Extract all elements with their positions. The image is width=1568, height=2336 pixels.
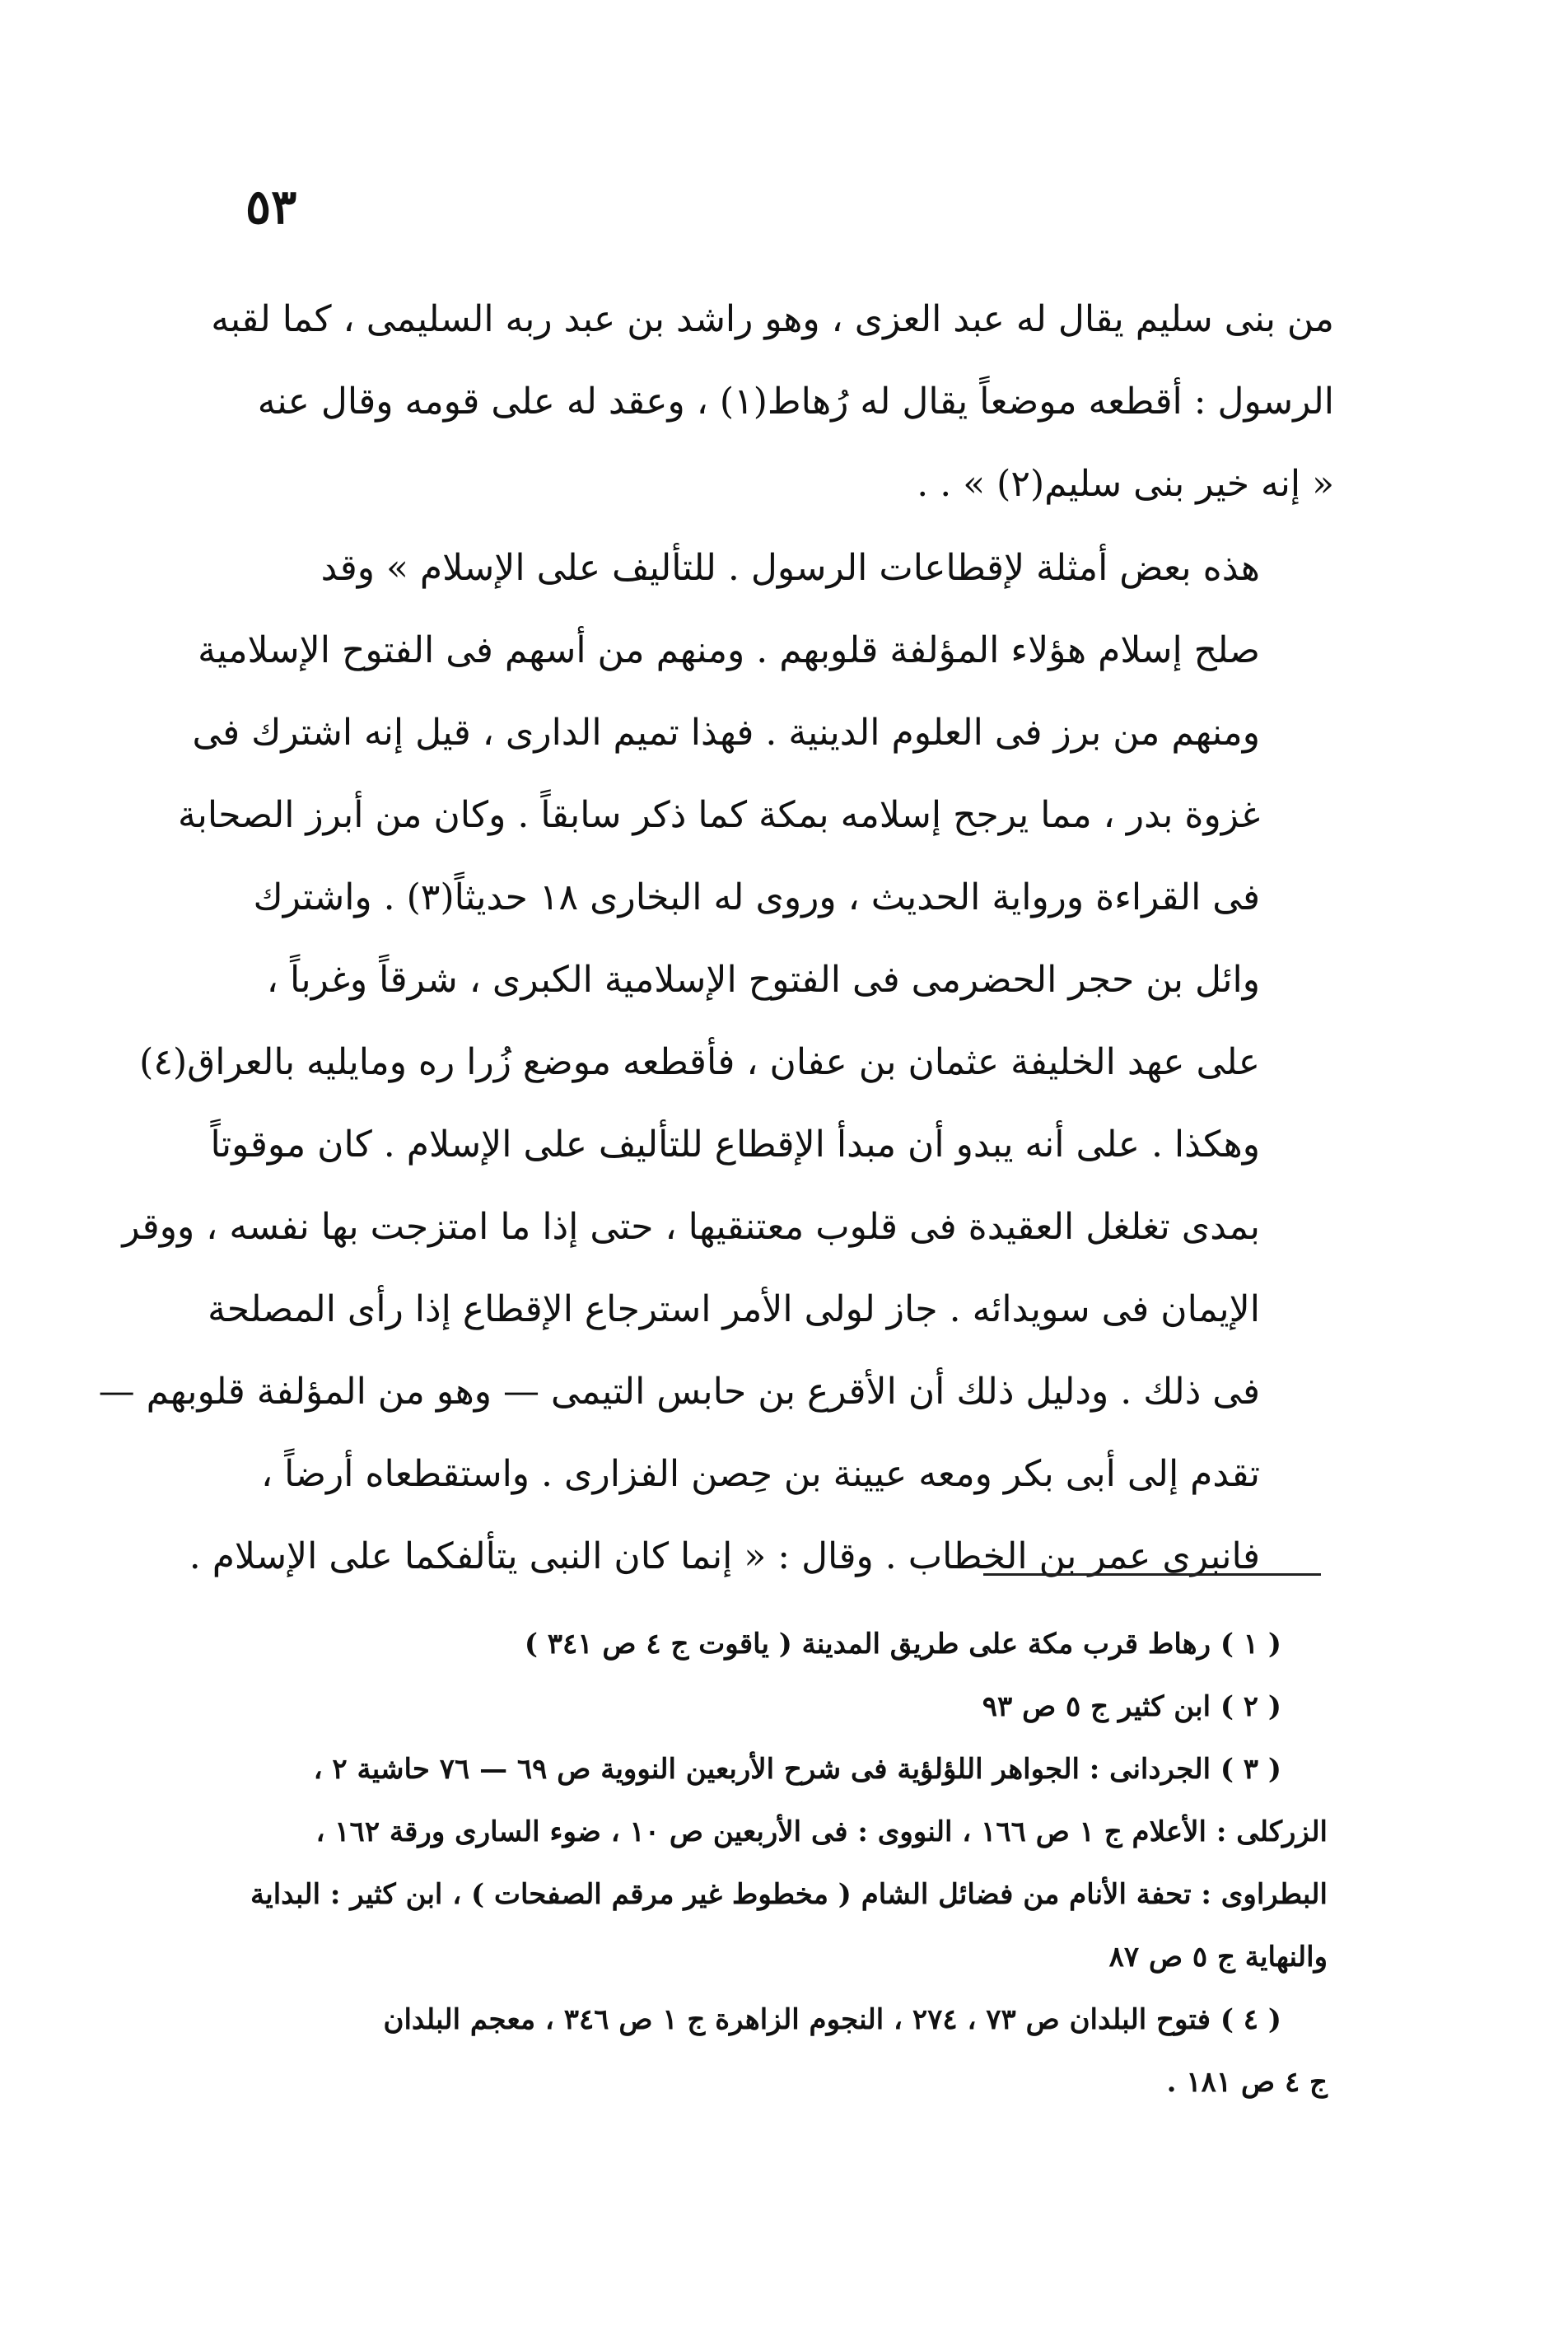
page-number: ٥٣ (245, 179, 297, 235)
paragraph-line: الرسول : أقطعه موضعاً يقال له رُهاط(١) ، وعقد له على قومه وقال عنه (257, 381, 1334, 423)
footnote-3-continuation: الزركلى : الأعلام ج ١ ص ١٦٦ ، النووى : فى الأربعين ص ١٠ ، ضوء السارى ورقة ١٦٢ ، (315, 1815, 1328, 1848)
paragraph-line: بمدى تغلغل العقيدة فى قلوب معتنقيها ، حتى إذا ما امتزجت بها نفسه ، ووقر (122, 1206, 1260, 1248)
footnote-separator-rule (983, 1573, 1321, 1576)
paragraph-line: ومنهم من برز فى العلوم الدينية . فهذا تميم الدارى ، قيل إنه اشترك فى (192, 712, 1260, 754)
footnote-3-continuation: والنهاية ج ٥ ص ٨٧ (1108, 1941, 1328, 1974)
footnote-1: ( ١ ) رهاط قرب مكة على طريق المدينة ( ياقوت ج ٤ ص ٣٤١ ) (524, 1628, 1281, 1661)
paragraph-line: فانبرى عمر بن الخطاب . وقال : « إنما كان النبى يتألفكما على الإسلام . (189, 1535, 1260, 1577)
paragraph-line: غزوة بدر ، مما يرجح إسلامه بمكة كما ذكر سابقاً . وكان من أبرز الصحابة (178, 794, 1260, 836)
paragraph-line: « إنه خير بنى سليم(٢) » . . (917, 463, 1334, 505)
footnotes (247, 1613, 1328, 2114)
paragraph-line: وائل بن حجر الحضرمى فى الفتوح الإسلامية الكبرى ، شرقاً وغرباً ، (266, 959, 1260, 1001)
footnote-2: ( ٢ ) ابن كثير ج ٥ ص ٩٣ (982, 1690, 1281, 1723)
paragraph-line: فى ذلك . ودليل ذلك أن الأقرع بن حابس التيمى — وهو من المؤلفة قلوبهم — (98, 1371, 1260, 1413)
paragraph-line: هذه بعض أمثلة لإقطاعات الرسول . للتأليف على الإسلام » وقد (320, 547, 1260, 589)
paragraph-line: وهكذا . على أنه يبدو أن مبدأ الإقطاع للتأليف على الإسلام . كان موقوتاً (210, 1124, 1260, 1166)
paragraph-line: من بنى سليم يقال له عبد العزى ، وهو راشد بن عبد ربه السليمى ، كما لقبه (211, 298, 1334, 340)
paragraph-line: فى القراءة ورواية الحديث ، وروى له البخارى ١٨ حديثاً(٣) . واشترك (253, 876, 1260, 918)
paragraph-line: تقدم إلى أبى بكر ومعه عيينة بن حِصن الفزارى . واستقطعاه أرضاً ، (260, 1453, 1260, 1495)
paragraph-line: صلح إسلام هؤلاء المؤلفة قلوبهم . ومنهم من أسهم فى الفتوح الإسلامية (198, 629, 1260, 671)
paragraph-2 (98, 527, 1334, 1598)
footnote-3: ( ٣ ) الجردانى : الجواهر اللؤلؤية فى شرح الأربعين النووية ص ٦٩ — ٧٦ حاشية ٢ ، (313, 1753, 1281, 1786)
footnote-4: ( ٤ ) فتوح البلدان ص ٧٣ ، ٢٧٤ ، النجوم الزاهرة ج ١ ص ٣٤٦ ، معجم البلدان (383, 2003, 1281, 2036)
footnote-3-continuation: البطراوى : تحفة الأنام من فضائل الشام ( مخطوط غير مرقم الصفحات ) ، ابن كثير : البداية (250, 1878, 1328, 1911)
paragraph-line: على عهد الخليفة عثمان بن عفان ، فأقطعه موضع زُرا ره ومايليه بالعراق(٤) (139, 1041, 1260, 1083)
paragraph-line: الإيمان فى سويدائه . جاز لولى الأمر استرجاع الإقطاع إذا رأى المصلحة (208, 1288, 1260, 1330)
footnote-4-continuation: ج ٤ ص ١٨١ . (1166, 2066, 1328, 2099)
paragraph-1 (211, 278, 1334, 526)
